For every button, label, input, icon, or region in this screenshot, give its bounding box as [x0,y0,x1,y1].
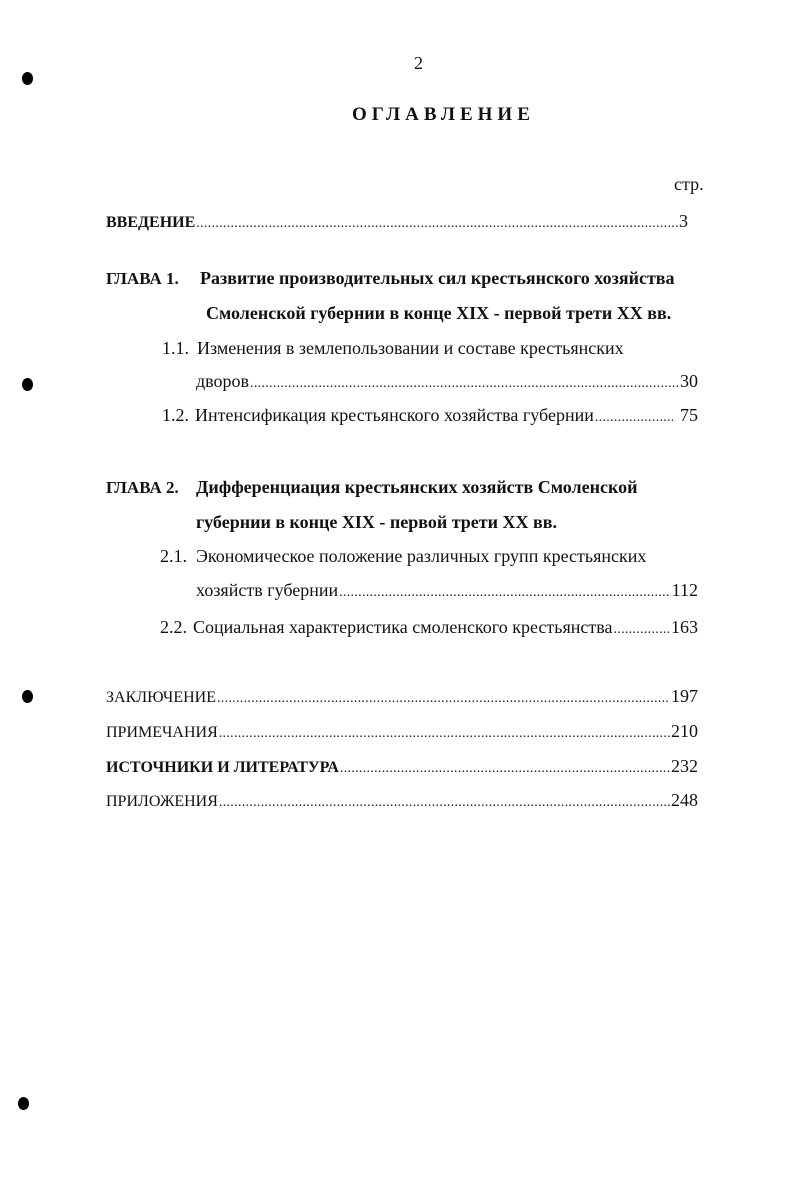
dot-leader [196,211,678,232]
toc-entry-label: ЗАКЛЮЧЕНИЕ [106,689,216,706]
dot-leader [340,756,670,777]
toc-entry-sources[interactable] [106,756,698,777]
section-number: 2.1. [160,546,187,566]
toc-entry-section[interactable] [160,617,698,638]
toc-entry-page: 30 [680,371,698,391]
dot-leader [250,371,679,392]
toc-entry-label: ПРИМЕЧАНИЯ [106,724,218,741]
page-column-label: стр. [674,174,704,194]
section-title-line: дворов [196,371,250,391]
toc-entry-page: 3 [679,211,688,231]
punch-hole-mark [22,378,33,391]
chapter-label: ГЛАВА 1. [106,269,179,288]
section-title-line: Интенсификация крестьянского хозяйства губернии [195,405,594,425]
toc-entry-section[interactable] [196,580,698,601]
page-title: ОГЛАВЛЕНИЕ [352,104,535,125]
section-number: 1.2. [162,405,189,425]
toc-entry-page: 112 [671,580,698,600]
toc-entry-appendices[interactable] [106,790,698,811]
punch-hole-mark [18,1097,29,1110]
toc-entry-conclusion[interactable] [106,686,698,707]
toc-entry-notes[interactable] [106,721,698,742]
dot-leader [595,405,673,426]
toc-entry-page: 210 [671,721,698,741]
dot-leader [339,580,671,601]
chapter-title-line[interactable]: губернии в конце XIX - первой трети XX вв. [196,512,557,532]
toc-entry-label: ИСТОЧНИКИ И ЛИТЕРАТУРА [106,759,339,776]
page-number: 2 [414,53,423,73]
toc-entry-section[interactable] [162,405,698,426]
chapter-label: ГЛАВА 2. [106,478,179,497]
punch-hole-mark [22,690,33,703]
dot-leader [219,721,670,742]
section-title-line: хозяйств губернии [196,580,339,600]
toc-entry-intro[interactable] [106,211,688,232]
toc-entry-page: 197 [671,686,698,706]
toc-entry-label: ПРИЛОЖЕНИЯ [106,793,218,810]
dot-leader [219,790,670,811]
toc-entry-page: 163 [671,617,698,637]
punch-hole-mark [22,72,33,85]
section-title-line[interactable]: Экономическое положение различных групп крестьянских [196,546,647,566]
chapter-title-line[interactable]: Развитие производительных сил крестьянского хозяйства [200,268,675,288]
toc-entry-label: ВВЕДЕНИЕ [106,214,196,231]
toc-entry-page: 232 [671,756,698,776]
toc-entry-page: 75 [680,405,698,425]
dot-leader [217,686,670,707]
dot-leader [613,617,670,638]
toc-entry-page: 248 [671,790,698,810]
section-number: 2.2. [160,617,187,637]
section-number: 1.1. [162,338,189,358]
section-title-line: Социальная характеристика смоленского крестьянства [193,617,613,637]
chapter-title-line[interactable]: Смоленской губернии в конце XIX - первой трети XX вв. [206,303,672,323]
section-title-line[interactable]: Изменения в землепользовании и составе крестьянских [197,338,624,358]
chapter-title-line[interactable]: Дифференциация крестьянских хозяйств Смоленской [196,477,638,497]
toc-entry-section[interactable] [196,371,698,392]
